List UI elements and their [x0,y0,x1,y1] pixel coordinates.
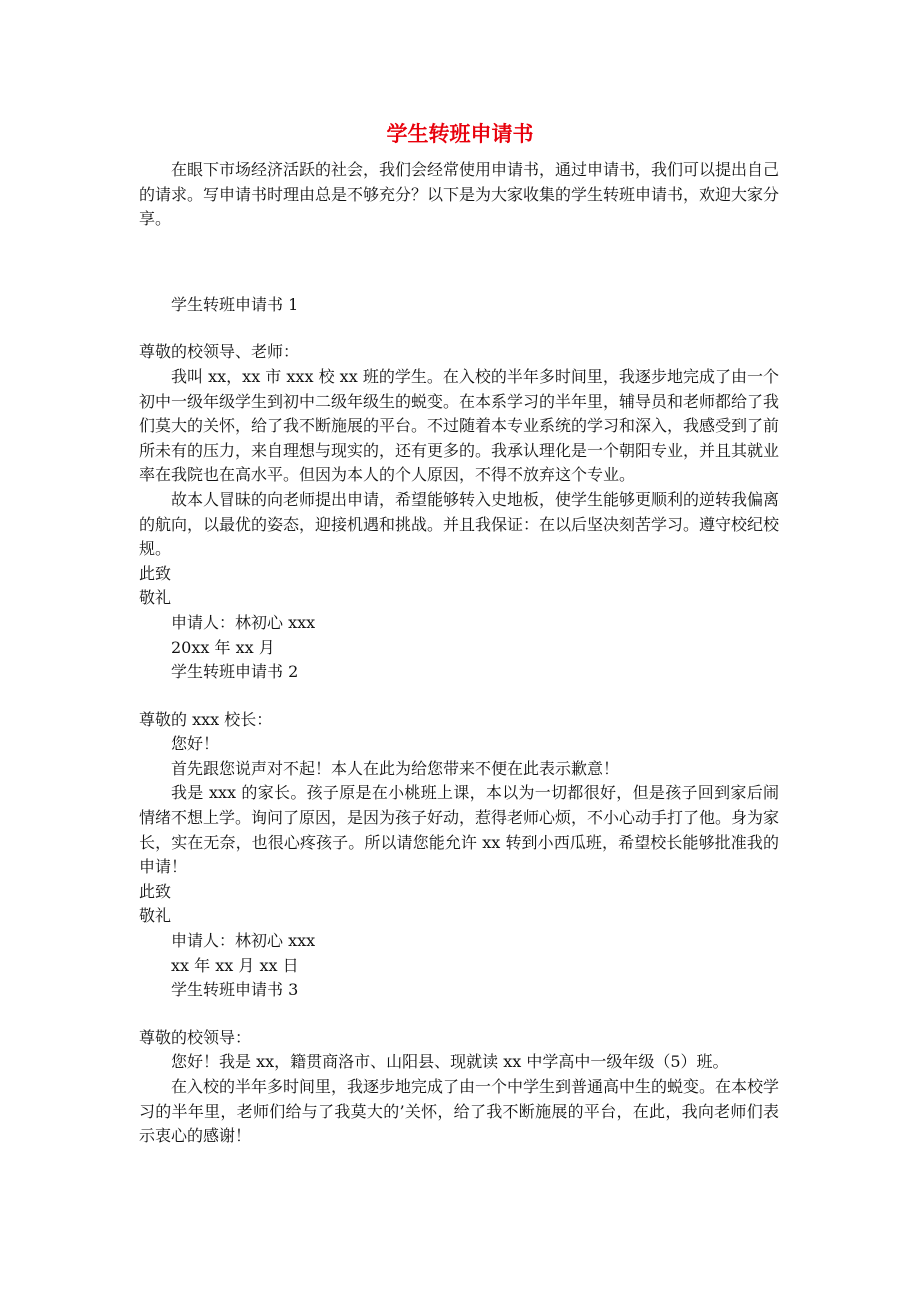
letter1-paragraph: 我叫 xx，xx 市 xxx 校 xx 班的学生。在入校的半年多时间里，我逐步地完成了由一个初中一级年级学生到初中二级年级生的蜕变。在本系学习的半年里，辅导员和老师都给了我们莫大的关怀，给了我不断施展的平台。不过随着本专业系统的学习和深入，我感受到了前所未有的压力，来自理想与现实的，还有更多的。我承认理化是一个朝阳专业，并且其就业率在我院也在高水平。但因为本人的个人原因，不得不放弃这个专业。 [139,366,780,485]
letter3-heading: 学生转班申请书 3 [171,980,299,1000]
letter1-heading: 学生转班申请书 1 [171,294,299,314]
document-body [139,158,779,1149]
letter2-date: xx 年 xx 月 xx 日 [171,955,299,975]
letter1-closing: 此致 [139,563,172,583]
letter3-salutation: 尊敬的校领导： [139,1027,252,1047]
letter3-paragraph: 您好！我是 xx，籍贯商洛市、山阳县、现就读 xx 中学高中一级年级（5）班。 [171,1052,729,1072]
letter1-closing: 敬礼 [139,588,172,608]
letter2-paragraph: 首先跟您说声对不起！本人在此为给您带来不便在此表示歉意！ [171,758,620,778]
letter2-paragraph: 我是 xxx 的家长。孩子原是在小桃班上课，本以为一切都很好，但是孩子回到家后闹情绪不想上学。询问了原因，是因为孩子好动，惹得老师心烦，不小心动手打了他。身为家长，实在无奈，也很心疼孩子。所以请您能允许 xx 转到小西瓜班，希望校长能够批准我的申请！ [139,783,780,877]
letter2-heading: 学生转班申请书 2 [171,662,299,682]
letter3-paragraph: 在入校的半年多时间里，我逐步地完成了由一个中学生到普通高中生的蜕变。在本校学习的半年里，老师们给与了我莫大的’关怀，给了我不断施展的平台，在此，我向老师们表示衷心的感谢！ [139,1077,780,1146]
letter1-paragraph: 故本人冒昧的向老师提出申请，希望能够转入史地板，使学生能够更顺利的逆转我偏离的航向，以最优的姿态，迎接机遇和挑战。并且我保证：在以后坚决刻苦学习。遵守校纪校规。 [139,489,780,559]
letter2-salutation: 尊敬的 xxx 校长： [139,709,273,729]
letter2-closing: 此致 [139,881,172,901]
intro-paragraph: 在眼下市场经济活跃的社会，我们会经常使用申请书，通过申请书，我们可以提出自己的请求。写申请书时理由总是不够充分？以下是为大家收集的学生转班申请书，欢迎大家分享。 [139,160,780,229]
document-title: 学生转班申请书 [386,121,534,146]
letter1-salutation: 尊敬的校领导、老师： [139,342,300,362]
letter1-applicant: 申请人：林初心 xxx [171,612,316,632]
letter2-closing: 敬礼 [139,906,172,926]
letter2-paragraph: 您好！ [171,734,220,754]
letter2-applicant: 申请人：林初心 xxx [171,931,316,951]
letter1-date: 20xx 年 xx 月 [171,637,275,657]
